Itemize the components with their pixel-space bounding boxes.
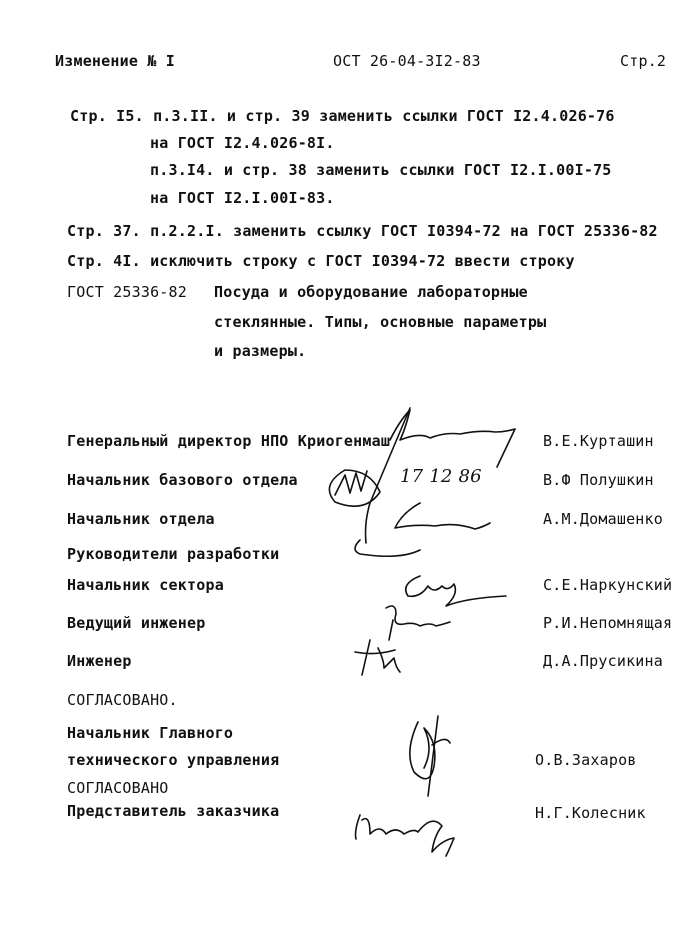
signatory-name: В.Е.Курташин <box>543 432 654 450</box>
signatory-name: В.Ф Полушкин <box>543 471 654 489</box>
change-line-6: Стр. 4I. исключить строку с ГОСТ I0394-72 ввести строку <box>67 252 575 270</box>
approval-name: О.В.Захаров <box>535 751 637 769</box>
signatory-name: А.М.Домашенко <box>543 510 663 528</box>
developer-position: Ведущий инженер <box>67 614 206 632</box>
developers-heading: Руководители разработки <box>67 545 280 563</box>
signatory-position: Генеральный директор НПО Криогенмаш <box>67 432 391 450</box>
change-line-3: п.3.I4. и стр. 38 заменить ссылки ГОСТ I2.I.00I-75 <box>150 161 612 179</box>
approval-position-line: технического управления <box>67 751 280 769</box>
approval-position-line: Представитель заказчика <box>67 802 280 820</box>
signatory-position: Начальник базового отдела <box>67 471 298 489</box>
gost-title-line-2: стеклянные. Типы, основные параметры <box>214 313 547 331</box>
approval-heading: СОГЛАСОВАНО. <box>67 691 178 709</box>
gost-title-line-1: Посуда и оборудование лабораторные <box>214 283 528 301</box>
change-line-5: Стр. 37. п.2.2.I. заменить ссылку ГОСТ I0394-72 на ГОСТ 25336-82 <box>67 222 658 240</box>
gost-reference: ГОСТ 25336-82 <box>67 283 187 301</box>
change-line-4: на ГОСТ I2.I.00I-83. <box>150 189 335 207</box>
page-number: Стр.2 <box>620 52 667 70</box>
developer-name: С.Е.Наркунский <box>543 576 673 594</box>
developer-name: Д.А.Прусикина <box>543 652 663 670</box>
developer-name: Р.И.Непомнящая <box>543 614 673 632</box>
approval-name: Н.Г.Колесник <box>535 804 646 822</box>
approval-heading: СОГЛАСОВАНО <box>67 779 169 797</box>
developer-position: Инженер <box>67 652 132 670</box>
approval-position-line: Начальник Главного <box>67 724 234 742</box>
standard-code: ОСТ 26-04-3I2-83 <box>333 52 481 70</box>
developer-position: Начальник сектора <box>67 576 224 594</box>
change-line-2: на ГОСТ I2.4.026-8I. <box>150 134 335 152</box>
signatory-position: Начальник отдела <box>67 510 215 528</box>
change-number: Изменение № I <box>55 52 175 70</box>
handwritten-date: 17 12 86 <box>400 466 482 487</box>
change-line-1: Стр. I5. п.3.II. и стр. 39 заменить ссылки ГОСТ I2.4.026-76 <box>70 107 615 125</box>
gost-title-line-3: и размеры. <box>214 342 307 360</box>
